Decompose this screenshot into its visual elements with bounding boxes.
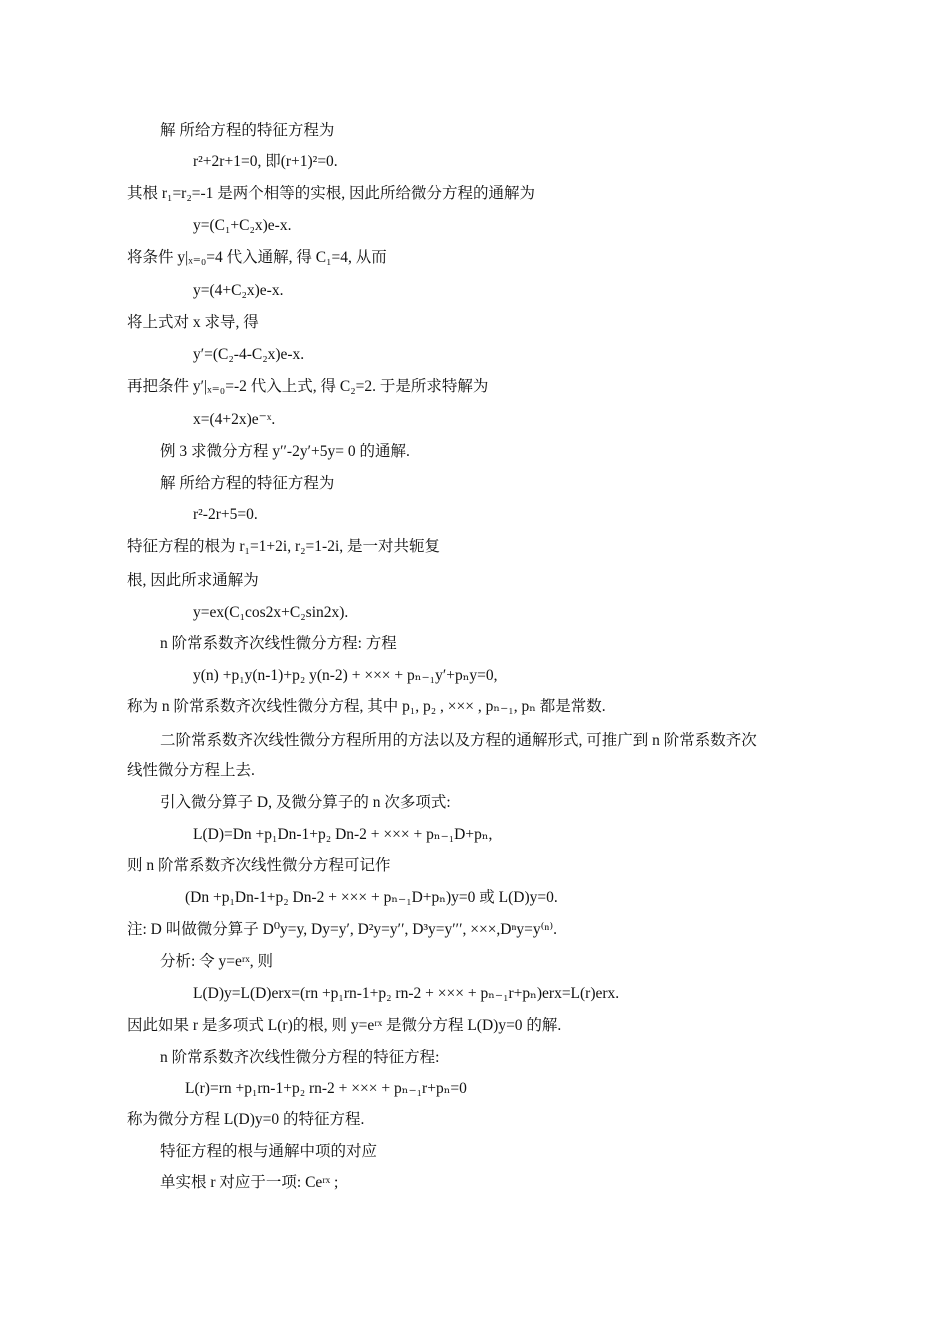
text-line: 解 所给方程的特征方程为 bbox=[160, 122, 335, 139]
text-line: n 阶常系数齐次线性微分方程的特征方程: bbox=[160, 1049, 440, 1066]
equation-line: y=ex(C₁cos2x+C₂sin2x). bbox=[193, 604, 349, 621]
equation-line: (Dn +p₁Dn-1+p₂ Dn-2 + ××× + pₙ₋₁D+pₙ)y=0 或 L(D)y=0. bbox=[185, 889, 558, 906]
text-line: 特征方程的根为 r₁=1+2i, r₂=1-2i, 是一对共轭复 bbox=[127, 538, 441, 555]
text-line: 二阶常系数齐次线性微分方程所用的方法以及方程的通解形式, 可推广到 n 阶常系数齐次 bbox=[160, 732, 757, 749]
text-line: 称为微分方程 L(D)y=0 的特征方程. bbox=[127, 1111, 365, 1128]
text-line: 再把条件 y′|ₓ₌₀=-2 代入上式, 得 C₂=2. 于是所求特解为 bbox=[127, 378, 489, 395]
text-line: 则 n 阶常系数齐次线性微分方程可记作 bbox=[127, 857, 391, 874]
text-line: 因此如果 r 是多项式 L(r)的根, 则 y=eʳˣ 是微分方程 L(D)y=0 的解. bbox=[127, 1017, 562, 1034]
equation-line: L(D)y=L(D)erx=(rn +p₁rn-1+p₂ rn-2 + ××× + pₙ₋₁r+pₙ)erx=L(r)erx. bbox=[193, 985, 620, 1002]
text-line: 特征方程的根与通解中项的对应 bbox=[160, 1143, 378, 1160]
note-line: 注: D 叫做微分算子 D⁰y=y, Dy=y′, D²y=y′′, D³y=y′′′, ×××,Dⁿy=y⁽ⁿ⁾. bbox=[127, 921, 557, 938]
equation-line: r²-2r+5=0. bbox=[193, 506, 258, 523]
text-line: 解 所给方程的特征方程为 bbox=[160, 475, 335, 492]
text-line: 称为 n 阶常系数齐次线性微分方程, 其中 p₁, p₂ , ××× , pₙ₋₁, pₙ 都是常数. bbox=[127, 698, 606, 715]
equation-line: y=(4+C₂x)e-x. bbox=[193, 282, 284, 299]
equation-line: x=(4+2x)e⁻ˣ. bbox=[193, 411, 276, 428]
text-line: 分析: 令 y=eʳˣ, 则 bbox=[160, 953, 274, 970]
text-line: 根, 因此所求通解为 bbox=[127, 572, 259, 589]
example-heading: 例 3 求微分方程 y′′-2y′+5y= 0 的通解. bbox=[160, 443, 410, 460]
text-line: 线性微分方程上去. bbox=[127, 762, 255, 779]
equation-line: y=(C₁+C₂x)e-x. bbox=[193, 217, 292, 234]
equation-line: L(D)=Dn +p₁Dn-1+p₂ Dn-2 + ××× + pₙ₋₁D+pₙ, bbox=[193, 826, 493, 843]
text-line: 单实根 r 对应于一项: Ceʳˣ ; bbox=[160, 1174, 339, 1191]
text-line: 将上式对 x 求导, 得 bbox=[127, 314, 259, 331]
equation-line: y′=(C₂-4-C₂x)e-x. bbox=[193, 346, 305, 363]
equation-line: L(r)=rn +p₁rn-1+p₂ rn-2 + ××× + pₙ₋₁r+pₙ=0 bbox=[185, 1080, 467, 1097]
text-line: n 阶常系数齐次线性微分方程: 方程 bbox=[160, 635, 397, 652]
equation-line: r²+2r+1=0, 即(r+1)²=0. bbox=[193, 153, 338, 170]
equation-line: y(n) +p₁y(n-1)+p₂ y(n-2) + ××× + pₙ₋₁y′+pₙy=0, bbox=[193, 667, 498, 684]
text-line: 其根 r₁=r₂=-1 是两个相等的实根, 因此所给微分方程的通解为 bbox=[127, 185, 536, 202]
text-line: 将条件 y|ₓ₌₀=4 代入通解, 得 C₁=4, 从而 bbox=[127, 249, 387, 266]
text-line: 引入微分算子 D, 及微分算子的 n 次多项式: bbox=[160, 794, 451, 811]
